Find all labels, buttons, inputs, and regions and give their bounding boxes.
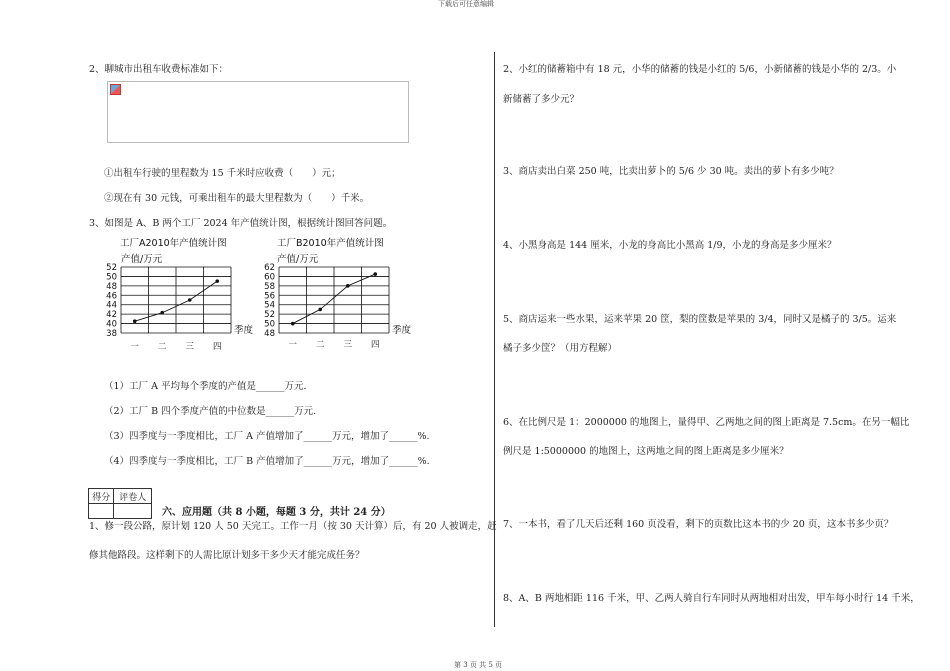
question-3-title: 3、如图是 A、B 两个工厂 2024 年产值统计图，根据统计图回答问题。 — [89, 218, 393, 229]
right-question-5-line2: 橘子多少筐？（用方程解） — [503, 343, 618, 354]
chart-b-title: 工厂B2010年产值统计图 — [277, 238, 384, 249]
question-2-sub1: ①出租车行驶的里程数为 15 千米时应收费（ ）元； — [104, 168, 341, 179]
chart-a-ytick-label: 42 — [106, 310, 117, 321]
chart-b-ytick-label: 58 — [264, 281, 275, 292]
chart-b-ylabel: 产值/万元 — [277, 254, 319, 265]
question-2-sub2: ②现在有 30 元钱，可乘出租车的最大里程数为（ ）千米。 — [104, 193, 370, 204]
chart-a-ytick-label: 46 — [106, 291, 117, 302]
question-1-line2: 修其他路段。这样剩下的人需比原计划多干多少天才能完成任务？ — [89, 550, 365, 561]
score-table — [88, 488, 152, 519]
chart-b-category-label: 一 — [288, 340, 298, 350]
chart-b-category-label: 三 — [343, 340, 353, 350]
chart-a-category-label: 三 — [185, 342, 195, 352]
chart-b-ytick-label: 50 — [264, 319, 275, 330]
chart-a-category-label: 四 — [212, 342, 222, 352]
chart-a-data-point — [160, 311, 164, 315]
chart-a-data-point — [188, 298, 192, 302]
chart-a-ytick-label: 40 — [106, 319, 117, 330]
question-3-sub1: （1）工厂 A 平均每个季度的产值是______万元. — [104, 381, 307, 392]
chart-a-ytick-label: 48 — [106, 281, 117, 292]
question-3-sub4: （4）四季度与一季度相比，工厂 B 产值增加了______万元，增加了______%. — [104, 456, 430, 467]
chart-a-ytick-label: 50 — [106, 272, 117, 283]
page-header: 下载后可任意编辑 — [438, 0, 494, 8]
score-label: 得分 — [89, 489, 114, 504]
chart-a-data-point — [133, 319, 137, 323]
chart-a-category-label: 一 — [130, 342, 140, 352]
chart-a-ytick-label: 52 — [106, 263, 117, 273]
chart-b-ytick-label: 56 — [264, 291, 275, 302]
score-cell[interactable] — [89, 504, 114, 519]
right-question-6-line2: 例尺是 1:5000000 的地图上，这两地之间的图上距离是多少厘米？ — [503, 446, 789, 457]
chart-b-data-point — [346, 284, 350, 288]
chart-a-title: 工厂A2010年产值统计图 — [120, 238, 227, 249]
question-1-line1: 1、修一段公路，原计划 120 人 50 天完工。工作一月（按 30 天计算）后，有 20 人被调走，赶 — [89, 521, 497, 532]
chart-b-category-label: 二 — [315, 340, 325, 350]
chart-a-data-point — [215, 279, 219, 283]
chart-a-ytick-label: 44 — [106, 300, 117, 311]
chart-b-xlabel: 季度 — [392, 325, 412, 336]
question-3-sub3: （3）四季度与一季度相比，工厂 A 产值增加了______万元，增加了______%. — [104, 431, 430, 442]
chart-b-ytick-label: 62 — [264, 263, 275, 273]
right-question-2-line1: 2、小红的储蓄箱中有 18 元，小华的储蓄的钱是小红的 5/6，小新储蓄的钱是小华的 2/3。小 — [503, 64, 897, 75]
chart-b-data-point — [373, 272, 377, 276]
right-question-2-line2: 新储蓄了多少元？ — [503, 94, 580, 105]
right-question-3: 3、商店卖出白菜 250 吨，比卖出萝卜的 5/6 少 30 吨。卖出的萝卜有多少吨？ — [503, 166, 839, 177]
grader-cell[interactable] — [114, 504, 152, 519]
section-title: 六、应用题（共 8 小题，每题 3 分，共计 24 分） — [162, 507, 391, 518]
page-footer: 第 3 页 共 5 页 — [454, 661, 503, 669]
chart-b-ytick-label: 52 — [264, 310, 275, 321]
right-question-5-line1: 5、商店运来一些水果，运来苹果 20 筐，梨的筐数是苹果的 3/4，同时又是橘子的 3/5。运来 — [503, 314, 897, 325]
chart-b-data-point — [318, 308, 322, 312]
chart-a-category-label: 二 — [157, 342, 167, 352]
question-2-title: 2、聊城市出租车收费标准如下： — [89, 64, 229, 75]
right-question-6-line1: 6、在比例尺是 1：2000000 的地图上，量得甲、乙两地之间的图上距离是 7.5cm。在另一幅比 — [503, 417, 910, 428]
right-question-8: 8、A、B 两地相距 116 千米，甲、乙两人骑自行车同时从两地相对出发，甲车每小时行 14 千米， — [503, 593, 920, 604]
chart-a-ylabel: 产值/万元 — [121, 254, 163, 265]
chart-b-category-label: 四 — [370, 340, 380, 350]
right-question-7: 7、一本书，看了几天后还剩 160 页没看，剩下的页数比这本书的少 20 页，这本书多少页？ — [503, 519, 894, 530]
question-3-sub2: （2）工厂 B 四个季度产值的中位数是______万元. — [104, 406, 317, 417]
chart-b-ytick-label: 54 — [264, 300, 275, 311]
right-question-4: 4、小黑身高是 144 厘米，小龙的身高比小黑高 1/9，小龙的身高是多少厘米？ — [503, 240, 837, 251]
grader-label: 评卷人 — [114, 489, 152, 504]
chart-b-ytick-label: 60 — [264, 272, 275, 283]
chart-b-ytick-label: 48 — [264, 329, 275, 339]
chart-a-ytick-label: 38 — [106, 329, 117, 339]
chart-b-data-point — [291, 322, 295, 326]
chart-a-xlabel: 季度 — [234, 325, 254, 336]
